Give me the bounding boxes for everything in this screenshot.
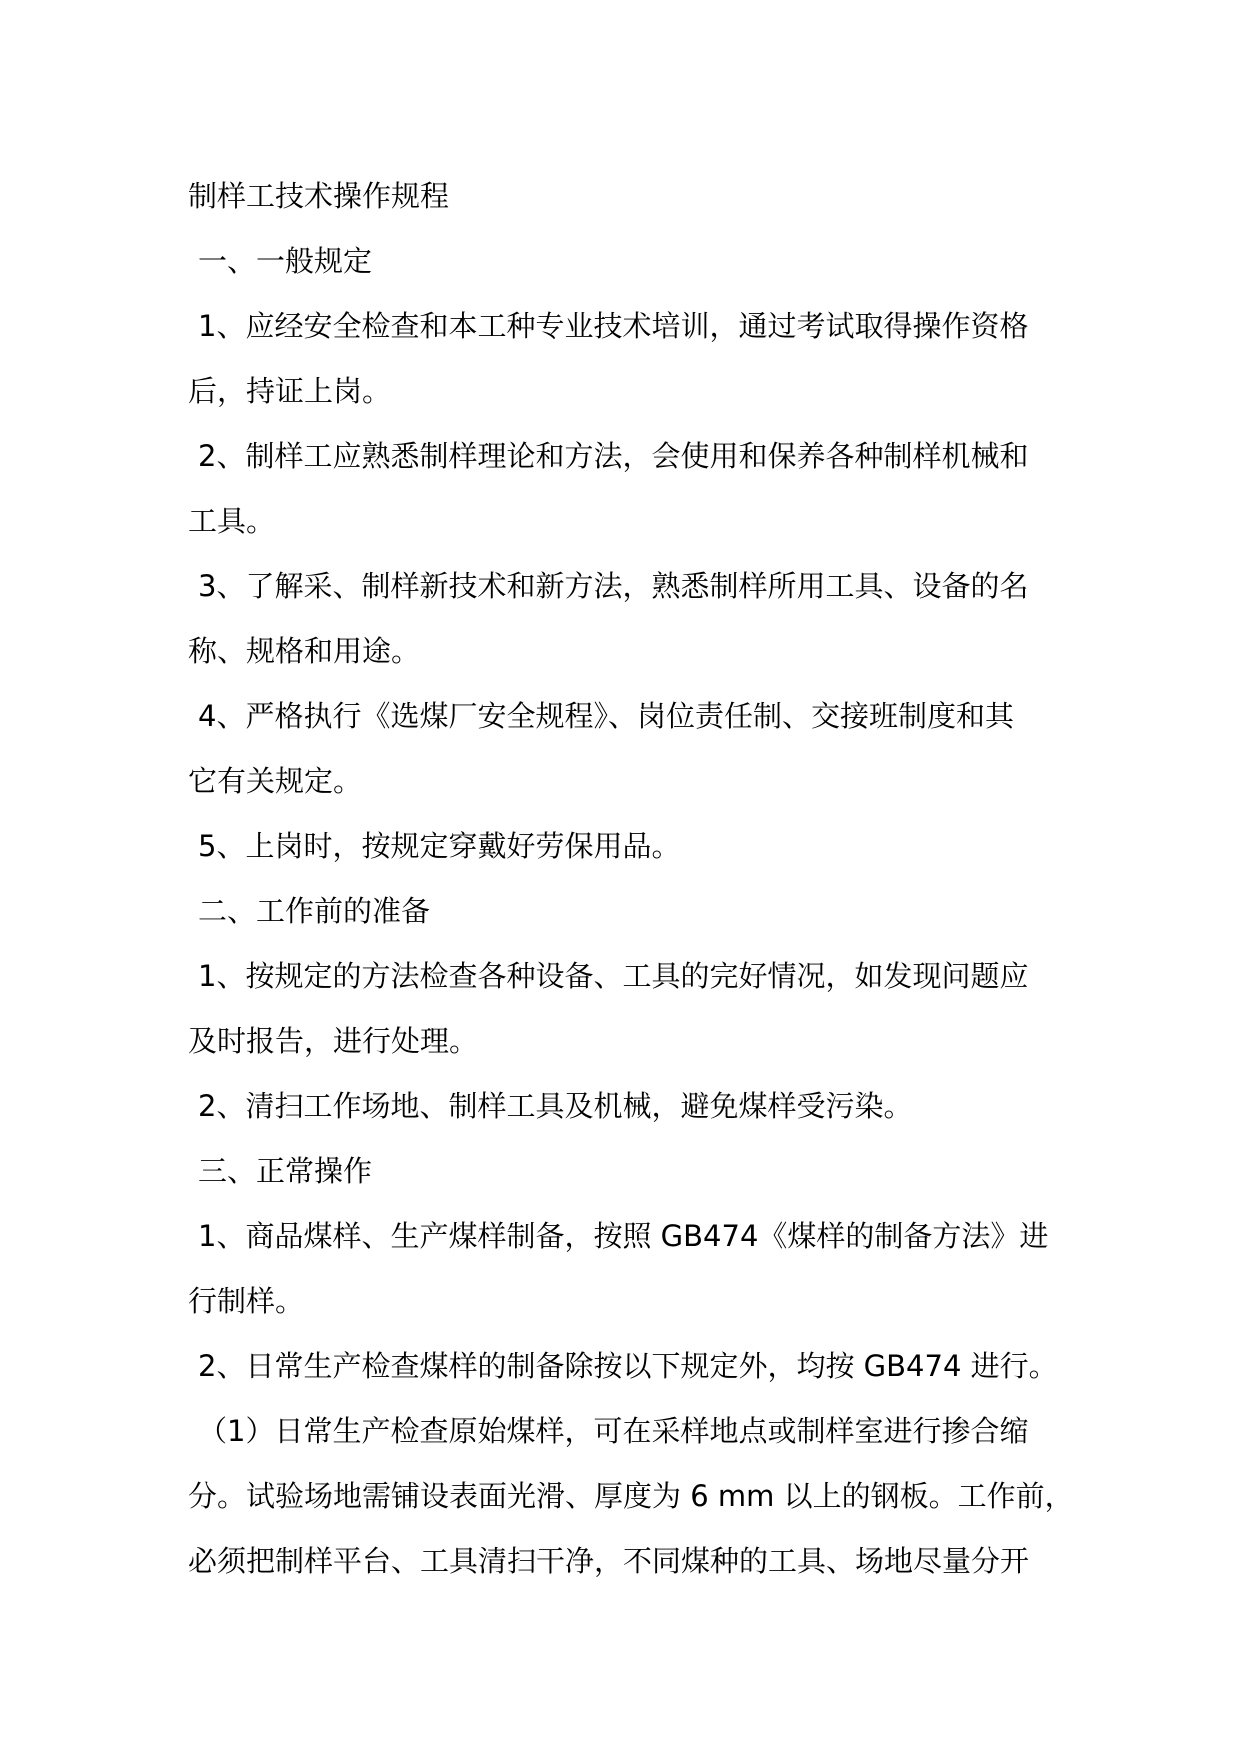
paragraph-line: 它有关规定。 <box>188 764 363 798</box>
paragraph-line: 后，持证上岗。 <box>188 374 392 408</box>
paragraph-line: 行制样。 <box>188 1284 305 1318</box>
section-heading-normal-operation: 三、正常操作 <box>198 1154 373 1188</box>
paragraph-line: 分。试验场地需铺设表面光滑、厚度为 6 mm 以上的钢板。工作前， <box>188 1479 1074 1513</box>
paragraph-line: 及时报告，进行处理。 <box>188 1024 479 1058</box>
paragraph-line: （1）日常生产检查原始煤样，可在采样地点或制样室进行掺合缩 <box>198 1414 1029 1448</box>
paragraph-line: 1、商品煤样、生产煤样制备，按照 GB474《煤样的制备方法》进 <box>198 1219 1049 1253</box>
paragraph-line: 必须把制样平台、工具清扫干净，不同煤种的工具、场地尽量分开 <box>188 1544 1030 1578</box>
document-title: 制样工技术操作规程 <box>188 179 450 213</box>
paragraph-line: 1、按规定的方法检查各种设备、工具的完好情况，如发现问题应 <box>198 959 1029 993</box>
paragraph-line: 工具。 <box>188 504 276 538</box>
paragraph-line: 2、日常生产检查煤样的制备除按以下规定外，均按 GB474 进行。 <box>198 1349 1058 1383</box>
paragraph-line: 2、制样工应熟悉制样理论和方法，会使用和保养各种制样机械和 <box>198 439 1029 473</box>
paragraph-line: 2、清扫工作场地、制样工具及机械，避免煤样受污染。 <box>198 1089 913 1123</box>
section-heading-general: 一、一般规定 <box>198 244 373 278</box>
paragraph-line: 4、严格执行《选煤厂安全规程》、岗位责任制、交接班制度和其 <box>198 699 1014 733</box>
paragraph-line: 称、规格和用途。 <box>188 634 421 668</box>
paragraph-line: 1、应经安全检查和本工种专业技术培训，通过考试取得操作资格 <box>198 309 1029 343</box>
section-heading-preparation: 二、工作前的准备 <box>198 894 431 928</box>
paragraph-line: 5、上岗时，按规定穿戴好劳保用品。 <box>198 829 681 863</box>
paragraph-line: 3、了解采、制样新技术和新方法，熟悉制样所用工具、设备的名 <box>198 569 1029 603</box>
document-body <box>188 164 1088 1594</box>
